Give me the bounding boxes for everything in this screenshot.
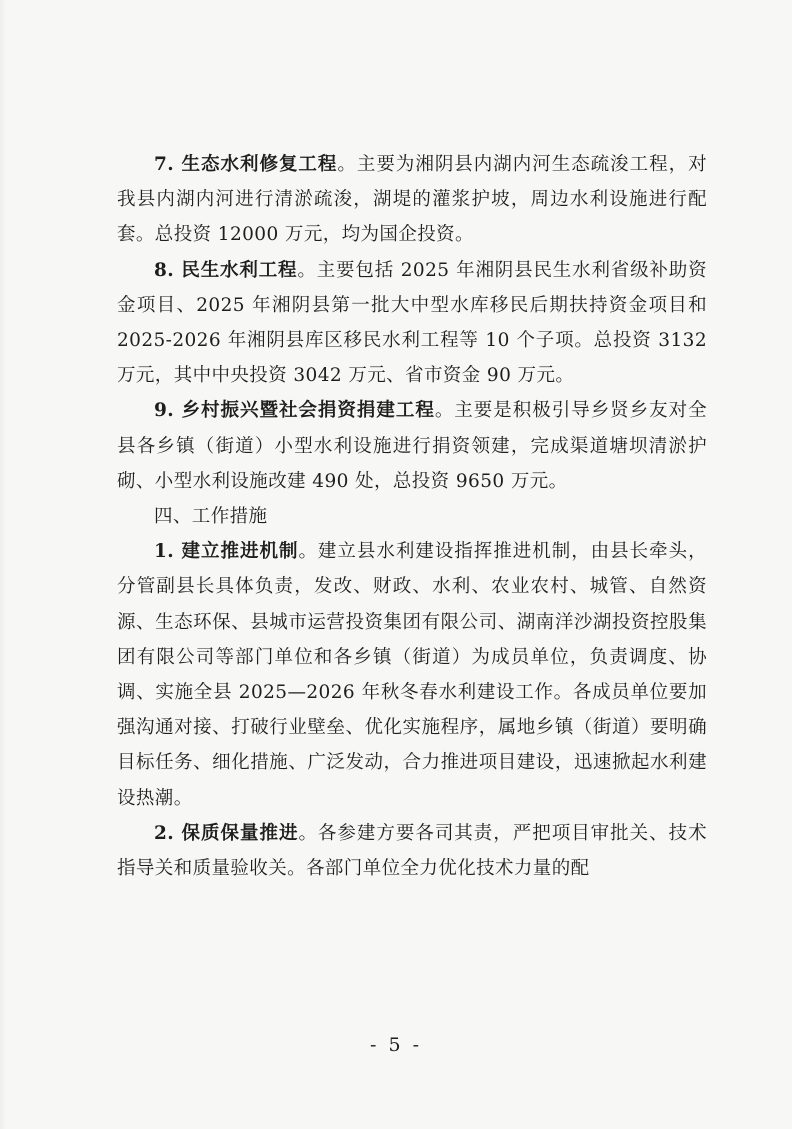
paragraph-heading: 1. 建立推进机制 <box>154 541 299 563</box>
paragraph-measure-1 <box>117 534 707 816</box>
paragraph-text: 。建立县水利建设指挥推进机制，由县长牵头，分管副县长具体负责，发改、财政、水利、农业农村、城管、自然资源、生态环保、县城市运营投资集团有限公司、湖南洋沙湖投资控股集团有限公司等部门单位和各乡镇（街道）为成员单位，负责调度、协调、实施全县 2025—2026 年秋冬春水利建设工作。各成员单位要加强沟通对接、打破行业壁垒、优化实施程序，属地乡镇（街道）要明确目标任务、细化措施、广泛发动，合力推进项目建设，迅速掀起水利建设热潮。 <box>117 541 707 809</box>
paragraph-measure-2 <box>117 816 707 886</box>
section-heading-measures <box>117 499 707 534</box>
paragraph-item-7 <box>117 147 707 253</box>
page-number: - 5 - <box>369 1034 422 1056</box>
scan-shadow <box>0 0 6 1129</box>
paragraph-item-8 <box>117 253 707 394</box>
section-heading-text: 四、工作措施 <box>154 506 268 528</box>
paragraph-heading: 7. 生态水利修复工程 <box>154 154 338 175</box>
paragraph-heading: 8. 民生水利工程 <box>154 259 298 281</box>
paragraph-text: 。主要是积极引导乡贤乡友对全县各乡镇（街道）小型水利设施进行捐资领建，完成渠道塘坝清淤护砌、小型水利设施改建 490 处，总投资 9650 万元。 <box>117 400 708 492</box>
paragraph-text: 。主要为湘阴县内湖内河生态疏浚工程，对我县内湖内河进行清淤疏浚，湖堤的灌浆护坡，周边水利设施进行配套。总投资 12000 万元，均为国企投资。 <box>117 154 707 246</box>
paragraph-text: 。主要包括 2025 年湘阴县民生水利省级补助资金项目、2025 年湘阴县第一批大中型水库移民后期扶持资金项目和 2025-2026 年湘阴县库区移民水利工程等 10 个子项。总投资 3132 万元，其中中央投资 3042 万元、省市资金 90 万元。 <box>117 259 707 387</box>
body-text <box>117 147 707 886</box>
paragraph-heading: 9. 乡村振兴暨社会捐资捐建工程 <box>154 400 435 422</box>
paragraph-text: 。各参建方要各司其责，严把项目审批关、技术指导关和质量验收关。各部门单位全力优化技术力量的配 <box>117 822 707 880</box>
paragraph-item-9 <box>117 393 707 499</box>
paragraph-heading: 2. 保质保量推进 <box>154 822 299 844</box>
